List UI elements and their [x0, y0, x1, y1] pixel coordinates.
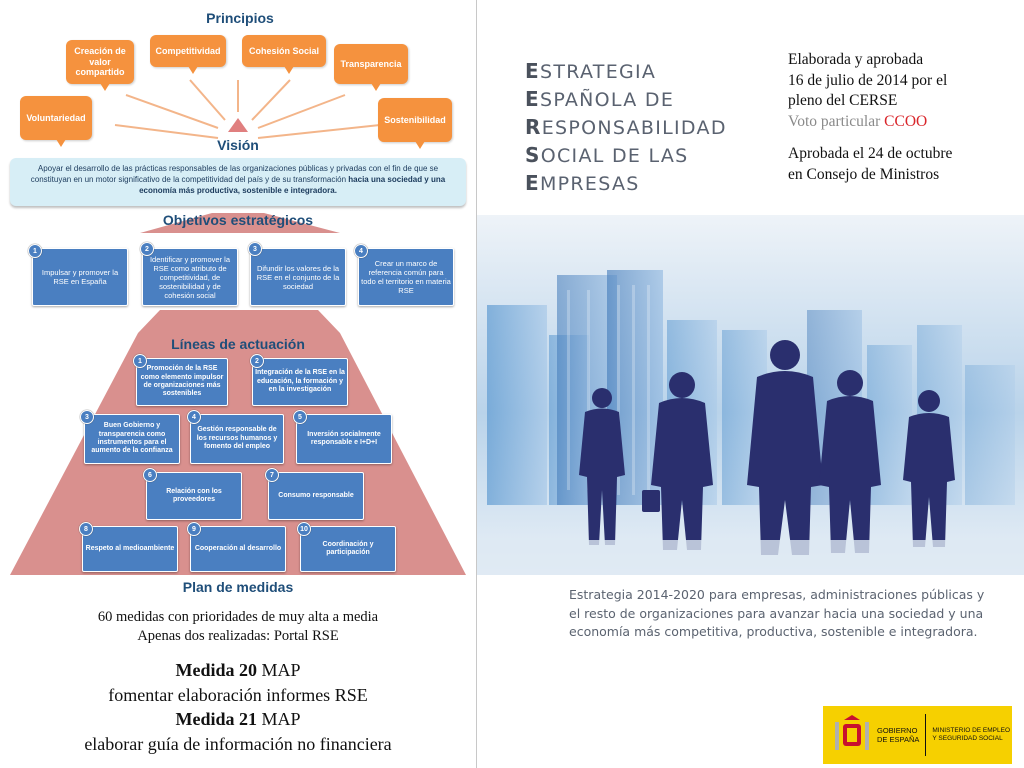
objetivo-4-text: Crear un marco de referencia común para todo el territorio en materia RSE: [361, 259, 451, 295]
linea-4-text: Gestión responsable de los recursos humanos y fomento del empleo: [196, 426, 278, 451]
plan-title: Plan de medidas: [182, 579, 294, 595]
objetivo-3: [250, 248, 346, 306]
linea-3-number: 3: [80, 410, 94, 424]
elaborada-line-3: pleno del CERSE: [788, 92, 898, 109]
linea-4-number: 4: [187, 410, 201, 424]
objetivo-3-text: Difundir los valores de la RSE en el conjunto de la sociedad: [256, 263, 340, 291]
skyline-silhouettes-image: [477, 215, 1024, 575]
objetivo-2-number: 2: [140, 242, 154, 256]
coat-of-arms-icon: [831, 712, 873, 758]
objetivo-3-number: 3: [248, 242, 262, 256]
linea-7: [268, 472, 364, 520]
lineas-title: Líneas de actuación: [171, 336, 305, 352]
right-cover-panel: [477, 0, 1024, 768]
linea-3-text: Buen Gobierno y transparencia como instrumentos para el aumento de la confianza: [91, 422, 173, 455]
vision-title: Visión: [217, 137, 259, 153]
objetivo-1-number: 1: [28, 244, 42, 258]
linea-8-number: 8: [79, 522, 93, 536]
medida-20-desc: fomentar elaboración informes RSE: [108, 684, 368, 705]
linea-2-text: Integración de la RSE en la educación, la formación y en la investigación: [255, 369, 345, 394]
linea-9: [190, 526, 286, 572]
linea-1-number: 1: [133, 354, 147, 368]
principle-voluntariedad: Voluntariedad: [20, 96, 92, 140]
linea-6: [146, 472, 242, 520]
approval-info: [788, 50, 1024, 185]
medida-21-org: MAP: [257, 709, 301, 729]
objetivo-4-number: 4: [354, 244, 368, 258]
linea-7-number: 7: [265, 468, 279, 482]
linea-9-number: 9: [187, 522, 201, 536]
elaborada-line-1: Elaborada y aprobada: [788, 51, 924, 68]
objetivo-1-text: Impulsar y promover la RSE en España: [41, 268, 119, 286]
linea-3: [84, 414, 180, 464]
linea-10: [300, 526, 396, 572]
linea-1: [136, 358, 228, 406]
linea-7-text: Consumo responsable: [278, 491, 354, 499]
vision-statement: [10, 158, 466, 206]
objetivo-2: [142, 248, 238, 306]
linea-5-number: 5: [293, 410, 307, 424]
linea-5: [296, 414, 392, 464]
linea-1-text: Promoción de la RSE como elemento impulsor de organizaciones más sostenibles: [140, 365, 224, 398]
strategy-description: Estrategia 2014-2020 para empresas, administraciones públicas y el resto de organizaciones para avanzar hacia una sociedad y una economía más competitiva, productiva, sostenible e integradora.: [569, 587, 985, 639]
cover-title-line-1: ESTRATEGIA: [525, 59, 657, 83]
principle-sostenibilidad: Sostenibilidad: [378, 98, 452, 142]
gov-name: GOBIERNO DE ESPAÑA: [877, 726, 920, 744]
voto-org: CCOO: [884, 112, 928, 130]
linea-8-text: Respeto al medioambiente: [85, 544, 175, 552]
objetivo-2-text: Identificar y promover la RSE como atributo de competitividad, de sostenibilidad y de cohesión social: [149, 254, 231, 300]
medida-21-label: Medida 21: [175, 709, 257, 729]
voto-particular: Voto particular CCOO: [788, 112, 928, 130]
note-line-1: 60 medidas con prioridades de muy alta a media: [97, 609, 379, 625]
linea-10-text: Coordinación y participación: [322, 540, 374, 556]
linea-4: [190, 414, 284, 464]
cover-title: [525, 58, 765, 198]
logo-divider: [925, 714, 926, 756]
cover-title-line-4: SOCIAL DE LAS: [525, 143, 689, 167]
linea-6-text: Relación con los proveedores: [166, 487, 222, 503]
principle-competitividad: Competitividad: [150, 35, 226, 67]
linea-2-number: 2: [250, 354, 264, 368]
linea-8: [82, 526, 178, 572]
note-line-2: Apenas dos realizadas: Portal RSE: [137, 628, 339, 644]
cover-title-line-5: EMPRESAS: [525, 171, 640, 195]
objetivo-1: [32, 248, 128, 306]
aprobada-line-1: Aprobada el 24 de octubre: [788, 145, 953, 162]
principle-valor-compartido: Creación de valor compartido: [66, 40, 134, 84]
linea-10-number: 10: [297, 522, 311, 536]
medida-20-heading: [0, 658, 476, 683]
medida-20-label: Medida 20: [175, 660, 257, 680]
elaborada-line-2: 16 de julio de 2014 por el: [788, 71, 948, 89]
objetivo-4: [358, 248, 454, 306]
vision-triangle: [228, 118, 248, 132]
linea-5-text: Inversión socialmente responsable e I+D+I: [307, 430, 381, 446]
ministry-name: MINISTERIO DE EMPLEO Y SEGURIDAD SOCIAL: [932, 726, 1011, 742]
left-infographic-panel: [0, 0, 476, 768]
cover-title-line-3: RESPONSABILIDAD: [525, 115, 727, 139]
medida-21-desc: elaborar guía de información no financiera: [84, 733, 392, 754]
principle-cohesion-social: Cohesión Social: [242, 35, 326, 67]
medida-21-heading: [0, 707, 476, 732]
linea-2: [252, 358, 348, 406]
linea-9-text: Cooperación al desarrollo: [194, 544, 282, 552]
objetivos-title: Objetivos estratégicos: [162, 212, 314, 228]
medidas-notes: [0, 658, 476, 756]
principle-transparencia: Transparencia: [334, 44, 408, 84]
vision-text-bold: hacia una sociedad y una economía más productiva, sostenible e integradora.: [139, 174, 446, 195]
vision-text: Apoyar el desarrollo de las prácticas responsables de las organizaciones públicas y privadas con el fin de que se constituyan en un motor significativo de la competitividad del país y de su transformación: [30, 164, 439, 184]
linea-6-number: 6: [143, 468, 157, 482]
aprobada-line-2: en Consejo de Ministros: [788, 165, 940, 183]
government-logo: [823, 706, 1012, 764]
medida-20-org: MAP: [257, 660, 301, 680]
cover-title-line-2: ESPAÑOLA DE: [525, 87, 675, 111]
plan-notes: [0, 608, 476, 646]
principios-title: Principios: [206, 10, 274, 26]
